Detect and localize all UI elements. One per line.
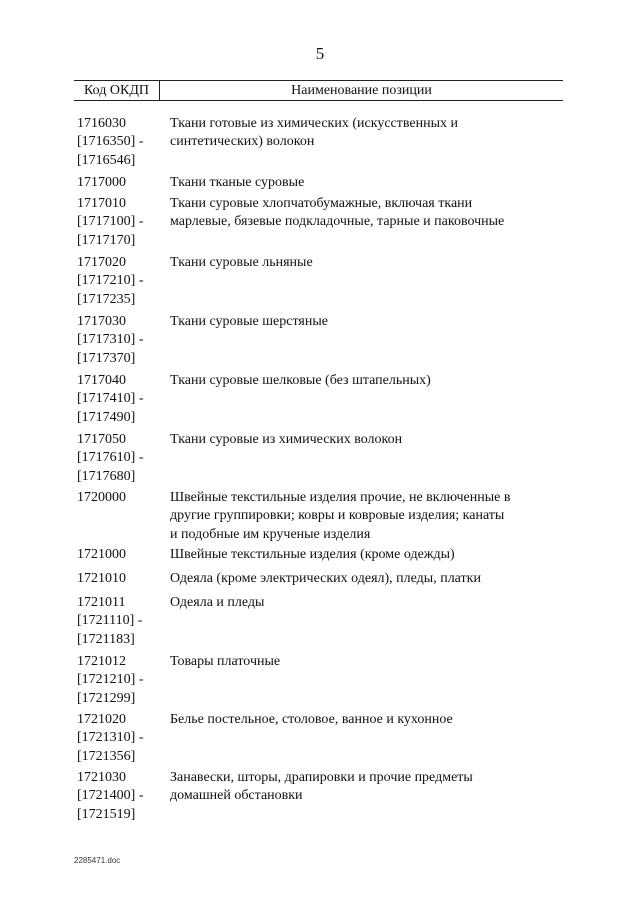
okdp-code-line: [1721210] -: [77, 672, 144, 688]
okdp-code-line: [1717210] -: [77, 273, 144, 289]
okdp-code: [77, 570, 167, 588]
okdp-code: [77, 372, 167, 427]
document-filename: 2285471.doc: [74, 856, 121, 865]
okdp-code-line: [1721310] -: [77, 730, 144, 746]
position-name: [170, 313, 570, 331]
okdp-code-line: [1721299]: [77, 690, 136, 706]
okdp-code-line: [1716546]: [77, 152, 136, 168]
okdp-code-line: 1721020: [77, 712, 126, 727]
okdp-code: [77, 431, 167, 486]
okdp-code-line: 1717040: [77, 373, 126, 388]
position-name-line: синтетических) волокон: [170, 134, 315, 150]
okdp-code-line: [1717100] -: [77, 214, 144, 230]
okdp-code-line: [1721519]: [77, 806, 136, 822]
position-name: [170, 254, 570, 272]
position-name: [170, 546, 570, 564]
position-name-line: Ткани суровые шелковые (без штапельных): [170, 373, 431, 388]
position-name-line: Одеяла (кроме электрических одеял), пледы, платки: [170, 571, 481, 586]
okdp-code-line: [1721400] -: [77, 788, 144, 804]
position-name-line: домашней обстановки: [170, 788, 303, 804]
okdp-code-line: [1717490]: [77, 409, 136, 425]
okdp-code: [77, 313, 167, 368]
okdp-code: [77, 546, 167, 564]
header-code-column: Код ОКДП: [74, 81, 160, 100]
okdp-code-line: 1720000: [77, 490, 126, 505]
okdp-code-line: [1717680]: [77, 468, 136, 484]
okdp-code: [77, 489, 167, 507]
position-name-line: Ткани суровые льняные: [170, 255, 313, 270]
position-name-line: Ткани суровые хлопчатобумажные, включая ткани: [170, 196, 473, 211]
table-header: [74, 80, 563, 101]
okdp-code-line: [1717170]: [77, 232, 136, 248]
okdp-code-line: [1721110] -: [77, 613, 143, 629]
position-name-line: Ткани тканые суровые: [170, 175, 305, 190]
position-name: [170, 653, 570, 671]
okdp-code-line: 1717030: [77, 314, 126, 329]
okdp-code-line: [1717310] -: [77, 332, 144, 348]
position-name-line: Швейные текстильные изделия (кроме одежды): [170, 547, 455, 562]
okdp-code: [77, 195, 167, 250]
position-name-line: и подобные им крученые изделия: [170, 526, 371, 542]
okdp-code-line: [1716350] -: [77, 134, 144, 150]
okdp-code: [77, 174, 167, 192]
okdp-code-line: [1717610] -: [77, 450, 144, 466]
position-name-line: Одеяла и пледы: [170, 595, 265, 610]
okdp-code-line: [1721183]: [77, 631, 135, 647]
okdp-code-line: 1721011: [77, 595, 126, 610]
position-name: [170, 769, 570, 806]
okdp-code-line: 1721030: [77, 770, 126, 785]
okdp-code-line: 1717050: [77, 432, 126, 447]
okdp-code: [77, 254, 167, 309]
okdp-code-line: 1721012: [77, 654, 126, 669]
okdp-code: [77, 115, 167, 170]
okdp-code-line: 1717000: [77, 175, 126, 190]
okdp-code-line: 1721000: [77, 547, 126, 562]
position-name-line: Ткани суровые из химических волокон: [170, 432, 403, 447]
okdp-code: [77, 653, 167, 708]
page-number: 5: [315, 44, 325, 63]
position-name: [170, 489, 570, 544]
okdp-code-line: 1717010: [77, 196, 126, 211]
okdp-code-line: [1717410] -: [77, 391, 144, 407]
header-name-column: Наименование позиции: [291, 83, 432, 98]
position-name-line: другие группировки; ковры и ковровые изделия; канаты: [170, 508, 505, 524]
position-name: [170, 570, 570, 588]
okdp-code-line: [1717235]: [77, 291, 136, 307]
position-name: [170, 431, 570, 449]
position-name: [170, 372, 570, 390]
position-name: [170, 711, 570, 729]
okdp-code-line: 1721010: [77, 571, 126, 586]
position-name-line: Швейные текстильные изделия прочие, не включенные в: [170, 490, 511, 505]
position-name: [170, 594, 570, 612]
position-name: [170, 174, 570, 192]
okdp-code-line: [1717370]: [77, 350, 136, 366]
okdp-code-line: 1716030: [77, 116, 126, 131]
position-name-line: Занавески, шторы, драпировки и прочие предметы: [170, 770, 473, 785]
okdp-code-line: 1717020: [77, 255, 126, 270]
position-name-line: Ткани готовые из химических (искусственных и: [170, 116, 458, 131]
okdp-code-line: [1721356]: [77, 748, 136, 764]
position-name-line: Товары платочные: [170, 654, 281, 669]
okdp-code: [77, 711, 167, 766]
okdp-code: [77, 594, 167, 649]
okdp-code: [77, 769, 167, 824]
position-name: [170, 115, 570, 152]
position-name-line: Ткани суровые шерстяные: [170, 314, 328, 329]
position-name-line: Белье постельное, столовое, ванное и кухонное: [170, 712, 453, 727]
position-name: [170, 195, 570, 232]
position-name-line: марлевые, бязевые подкладочные, тарные и паковочные: [170, 214, 505, 230]
